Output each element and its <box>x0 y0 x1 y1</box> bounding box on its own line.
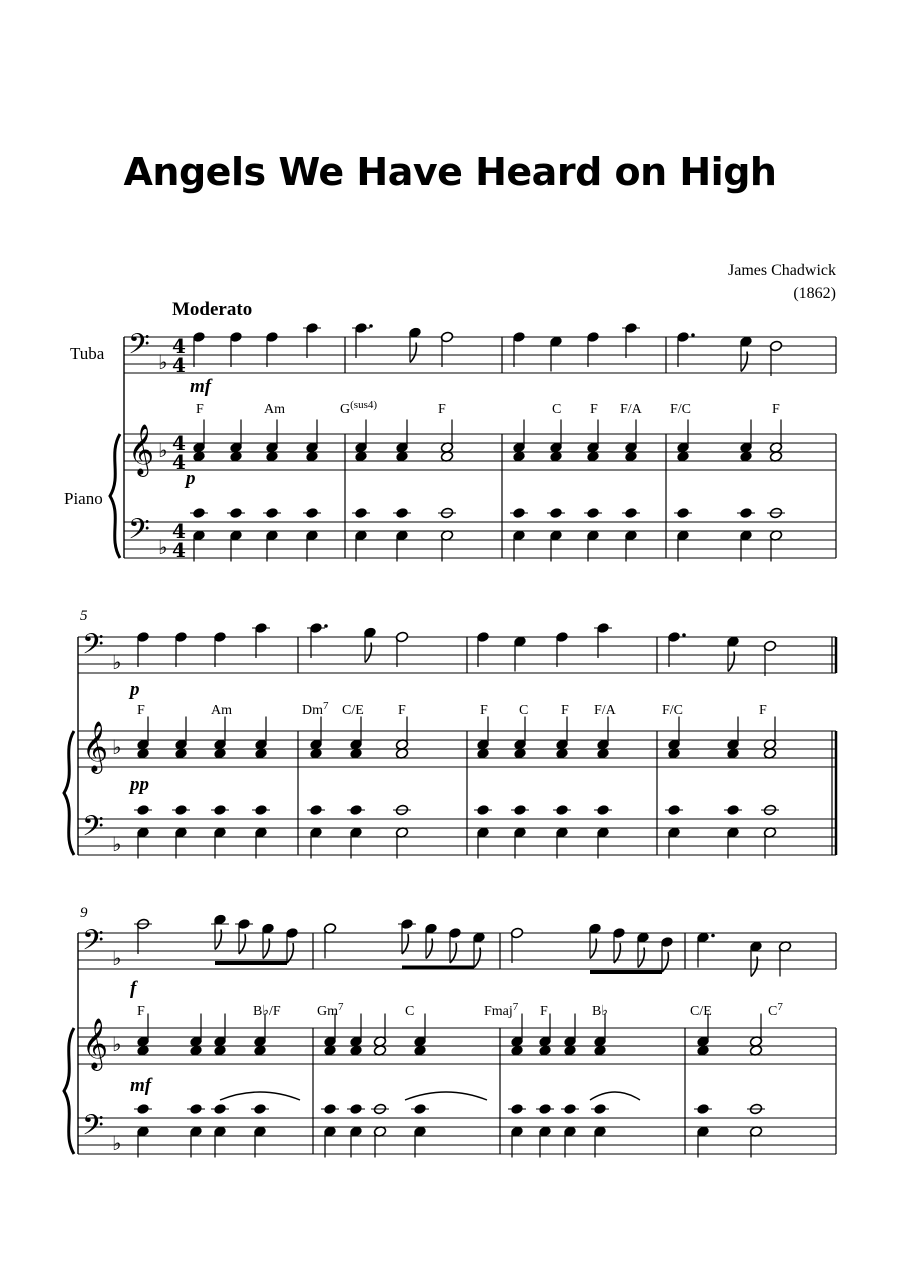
flat-icon: ♭ <box>158 350 168 374</box>
brace <box>110 434 120 558</box>
time-signature-numerator: 4 <box>172 431 186 455</box>
chord-symbol: C <box>519 703 529 718</box>
flat-icon: ♭ <box>112 1032 122 1056</box>
time-signature-denominator: 4 <box>172 353 186 377</box>
chord-symbol: F <box>540 1004 548 1019</box>
chord-symbol: F <box>480 703 488 718</box>
time-signature-numerator: 4 <box>172 519 186 543</box>
dynamic-marking: mf <box>190 376 212 397</box>
bass-clef-icon: 𝄢 <box>82 1109 104 1149</box>
chord-symbol: F/C <box>662 703 684 718</box>
dynamic-marking: mf <box>130 1075 152 1096</box>
flat-icon: ♭ <box>158 535 168 559</box>
augmentation-dot <box>682 633 686 637</box>
flat-icon: ♭ <box>158 438 168 462</box>
bass-clef-icon: 𝄢 <box>82 924 104 964</box>
treble-clef-icon: 𝄞 <box>82 721 109 772</box>
instrument-label-piano: Piano <box>64 489 103 508</box>
brace <box>64 1028 74 1154</box>
chord-symbol: F <box>759 703 767 718</box>
flat-icon: ♭ <box>112 1131 122 1155</box>
augmentation-dot <box>369 324 373 328</box>
chord-symbol: F <box>438 402 446 417</box>
bass-clef-icon: 𝄢 <box>82 628 104 668</box>
augmentation-dot <box>691 333 695 337</box>
dynamic-marking: p <box>186 468 196 489</box>
flat-icon: ♭ <box>112 832 122 856</box>
dynamic-marking: p <box>130 679 140 700</box>
composition-year: (1862) <box>793 285 836 302</box>
instrument-label-tuba: Tuba <box>70 344 105 363</box>
time-signature-denominator: 4 <box>172 538 186 562</box>
dynamic-marking: f <box>130 978 137 999</box>
composer: James Chadwick <box>728 262 836 279</box>
tie <box>220 1092 300 1100</box>
flat-icon: ♭ <box>112 946 122 970</box>
chord-symbol: F <box>590 402 598 417</box>
brace <box>64 731 74 855</box>
measure-number: 9 <box>80 905 88 921</box>
chord-symbol: F <box>137 1004 145 1019</box>
chord-symbol: F <box>398 703 406 718</box>
bass-clef-icon: 𝄢 <box>128 513 150 553</box>
title: Angels We Have Heard on High <box>123 150 777 194</box>
chord-symbol: F/A <box>594 703 616 718</box>
dynamic-marking: pp <box>130 774 149 795</box>
bass-clef-icon: 𝄢 <box>82 810 104 850</box>
flat-icon: ♭ <box>112 735 122 759</box>
chord-symbol: C/E <box>342 703 364 718</box>
chord-symbol: F <box>196 402 204 417</box>
tie <box>590 1092 640 1100</box>
chord-symbol: F/C <box>670 402 692 417</box>
chord-symbol: B♭ <box>592 1004 608 1019</box>
chord-symbol: F <box>772 402 780 417</box>
chord-symbol: Am <box>211 703 232 718</box>
augmentation-dot <box>324 624 328 628</box>
augmentation-dot <box>711 934 715 938</box>
chord-symbol: F/A <box>620 402 642 417</box>
chord-symbol: Dm$^7$ <box>302 700 329 718</box>
treble-clef-icon: 𝄞 <box>82 1018 109 1069</box>
time-signature-numerator: 4 <box>172 334 186 358</box>
time-signature-denominator: 4 <box>172 450 186 474</box>
flat-icon: ♭ <box>112 650 122 674</box>
chord-symbol: C <box>405 1004 415 1019</box>
bass-clef-icon: 𝄢 <box>128 328 150 368</box>
chord-symbol: $C^7$ <box>768 1001 783 1019</box>
chord-symbol: Gm$^7$ <box>317 1001 344 1019</box>
chord-symbol: Am <box>264 402 285 417</box>
chord-symbol: C <box>552 402 562 417</box>
treble-clef-icon: 𝄞 <box>128 424 155 475</box>
chord-symbol: C/E <box>690 1004 712 1019</box>
chord-symbol: F <box>561 703 569 718</box>
chord-symbol: $G^{(sus4)}$ <box>340 399 378 417</box>
chord-symbol: B♭/F <box>253 1004 281 1019</box>
measure-number: 5 <box>80 608 88 624</box>
chord-symbol: F <box>137 703 145 718</box>
tempo-marking: Moderato <box>172 299 253 320</box>
tie <box>405 1092 487 1100</box>
chord-symbol: Fmaj$^7$ <box>484 1001 519 1019</box>
